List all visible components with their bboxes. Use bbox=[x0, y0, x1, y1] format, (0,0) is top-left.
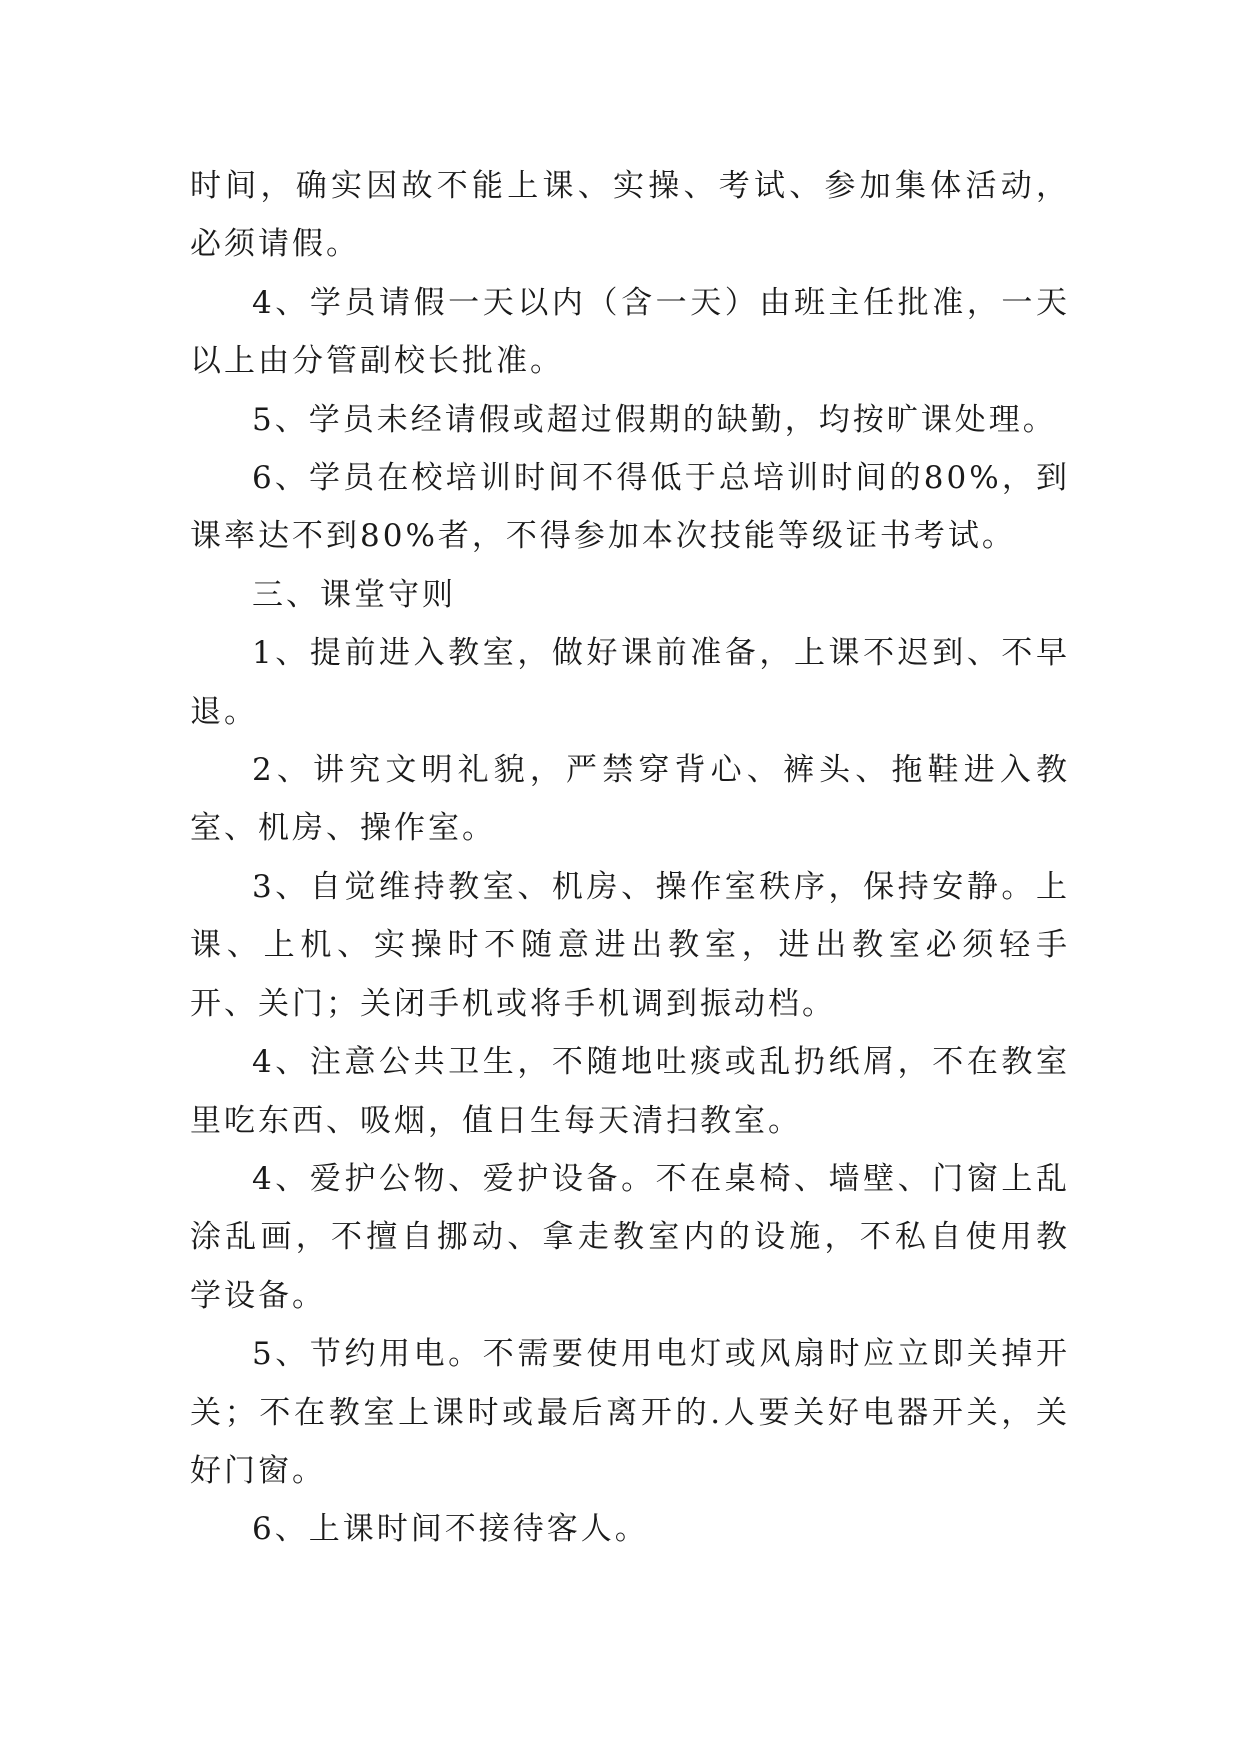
paragraph-leave-approval: 4、学员请假一天以内（含一天）由班主任批准，一天以上由分管副校长批准。 bbox=[190, 284, 1070, 380]
paragraph-rule-2: 2、讲究文明礼貌，严禁穿背心、裤头、拖鞋进入教室、机房、操作室。 bbox=[190, 752, 1070, 847]
paragraph-absence-rule: 5、学员未经请假或超过假期的缺勤，均按旷课处理。 bbox=[252, 401, 1057, 438]
paragraph-rule-4-property: 4、爱护公物、爱护设备。不在桌椅、墙壁、门窗上乱涂乱画，不擅自挪动、拿走教室内的设施，不私自使用教学设备。 bbox=[190, 1160, 1070, 1314]
document-body bbox=[190, 157, 1070, 1559]
paragraph-rule-1: 1、提前进入教室，做好课前准备，上课不迟到、不早退。 bbox=[190, 635, 1070, 730]
paragraph-rule-4-hygiene: 4、注意公共卫生，不随地吐痰或乱扔纸屑，不在教室里吃东西、吸烟，值日生每天清扫教室。 bbox=[190, 1044, 1070, 1139]
paragraph-attendance-rate: 6、学员在校培训时间不得低于总培训时间的80%，到课率达不到80%者，不得参加本次技能等级证书考试。 bbox=[190, 460, 1070, 555]
paragraph-rule-5: 5、节约用电。不需要使用电灯或风扇时应立即关掉开关；不在教室上课时或最后离开的.人要关好电器开关，关好门窗。 bbox=[190, 1336, 1070, 1489]
paragraph-rule-6: 6、上课时间不接待客人。 bbox=[252, 1511, 649, 1548]
section-heading-classroom-rules: 三、课堂守则 bbox=[252, 576, 456, 613]
paragraph-continuation: 时间，确实因故不能上课、实操、考试、参加集体活动，必须请假。 bbox=[190, 168, 1070, 263]
paragraph-rule-3: 3、自觉维持教室、机房、操作室秩序，保持安静。上课、上机、实操时不随意进出教室，进出教室必须轻手开、关门；关闭手机或将手机调到振动档。 bbox=[190, 868, 1070, 1022]
